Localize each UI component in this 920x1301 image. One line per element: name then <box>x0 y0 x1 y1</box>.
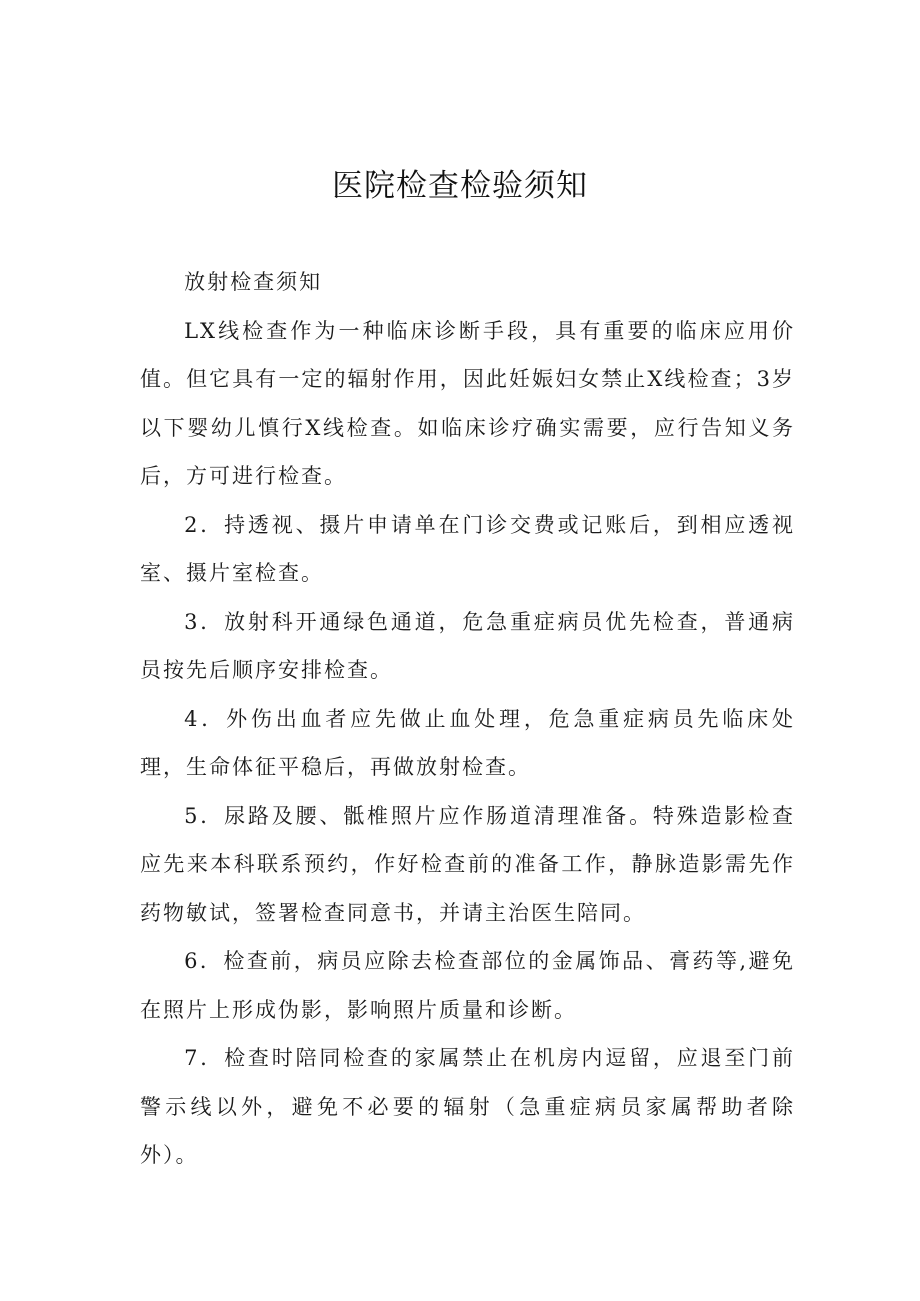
paragraph-2 <box>140 501 795 598</box>
paragraph-number: 6 <box>184 949 200 973</box>
document-body <box>140 258 795 1180</box>
paragraph-number: 3 <box>184 609 200 634</box>
paragraph-text: LX线检查作为一种临床诊断手段，具有重要的临床应用价值。但它具有一定的辐射作用，因此妊娠妇女禁止X线检查；3岁以下婴幼儿慎行X线检查。如临床诊疗确实需要，应行告知义务后，方可进行检查。 <box>140 318 795 488</box>
paragraph-text: ．外伤出血者应先做止血处理，危急重症病员先临床处理，生命体征平稳后，再做放射检查。 <box>140 706 795 779</box>
section-heading: 放射检查须知 <box>184 270 323 294</box>
paragraph-text: ．检查前，病员应除去检查部位的金属饰品、膏药等,避免在照片上形成伪影，影响照片质量和诊断。 <box>140 949 795 1022</box>
paragraph-text: ．尿路及腰、骶椎照片应作肠道清理准备。特殊造影检查应先来本科联系预约，作好检查前的准备工作，静脉造影需先作药物敏试，签署检查同意书，并请主治医生陪同。 <box>140 803 795 925</box>
paragraph-number: 7 <box>184 1046 200 1070</box>
paragraph-6 <box>140 937 795 1034</box>
paragraph-number: 5 <box>184 803 200 828</box>
document-title: 医院检查检验须知 <box>332 168 588 204</box>
paragraph-5 <box>140 792 795 938</box>
paragraph-text: ．检查时陪同检查的家属禁止在机房内逗留，应退至门前警示线以外，避免不必要的辐射（急重症病员家属帮助者除外）。 <box>140 1046 795 1167</box>
paragraph-text: ．持透视、摄片申请单在门诊交费或记账后，到相应透视室、摄片室检查。 <box>140 512 795 585</box>
paragraph-text: ．放射科开通绿色通道，危急重症病员优先检查，普通病员按先后顺序安排检查。 <box>140 609 795 682</box>
paragraph-number: 2 <box>184 512 200 537</box>
paragraph-number: 4 <box>184 706 200 731</box>
paragraph-1 <box>140 307 795 501</box>
paragraph-4 <box>140 695 795 792</box>
paragraph-7 <box>140 1034 795 1180</box>
paragraph-3 <box>140 598 795 695</box>
